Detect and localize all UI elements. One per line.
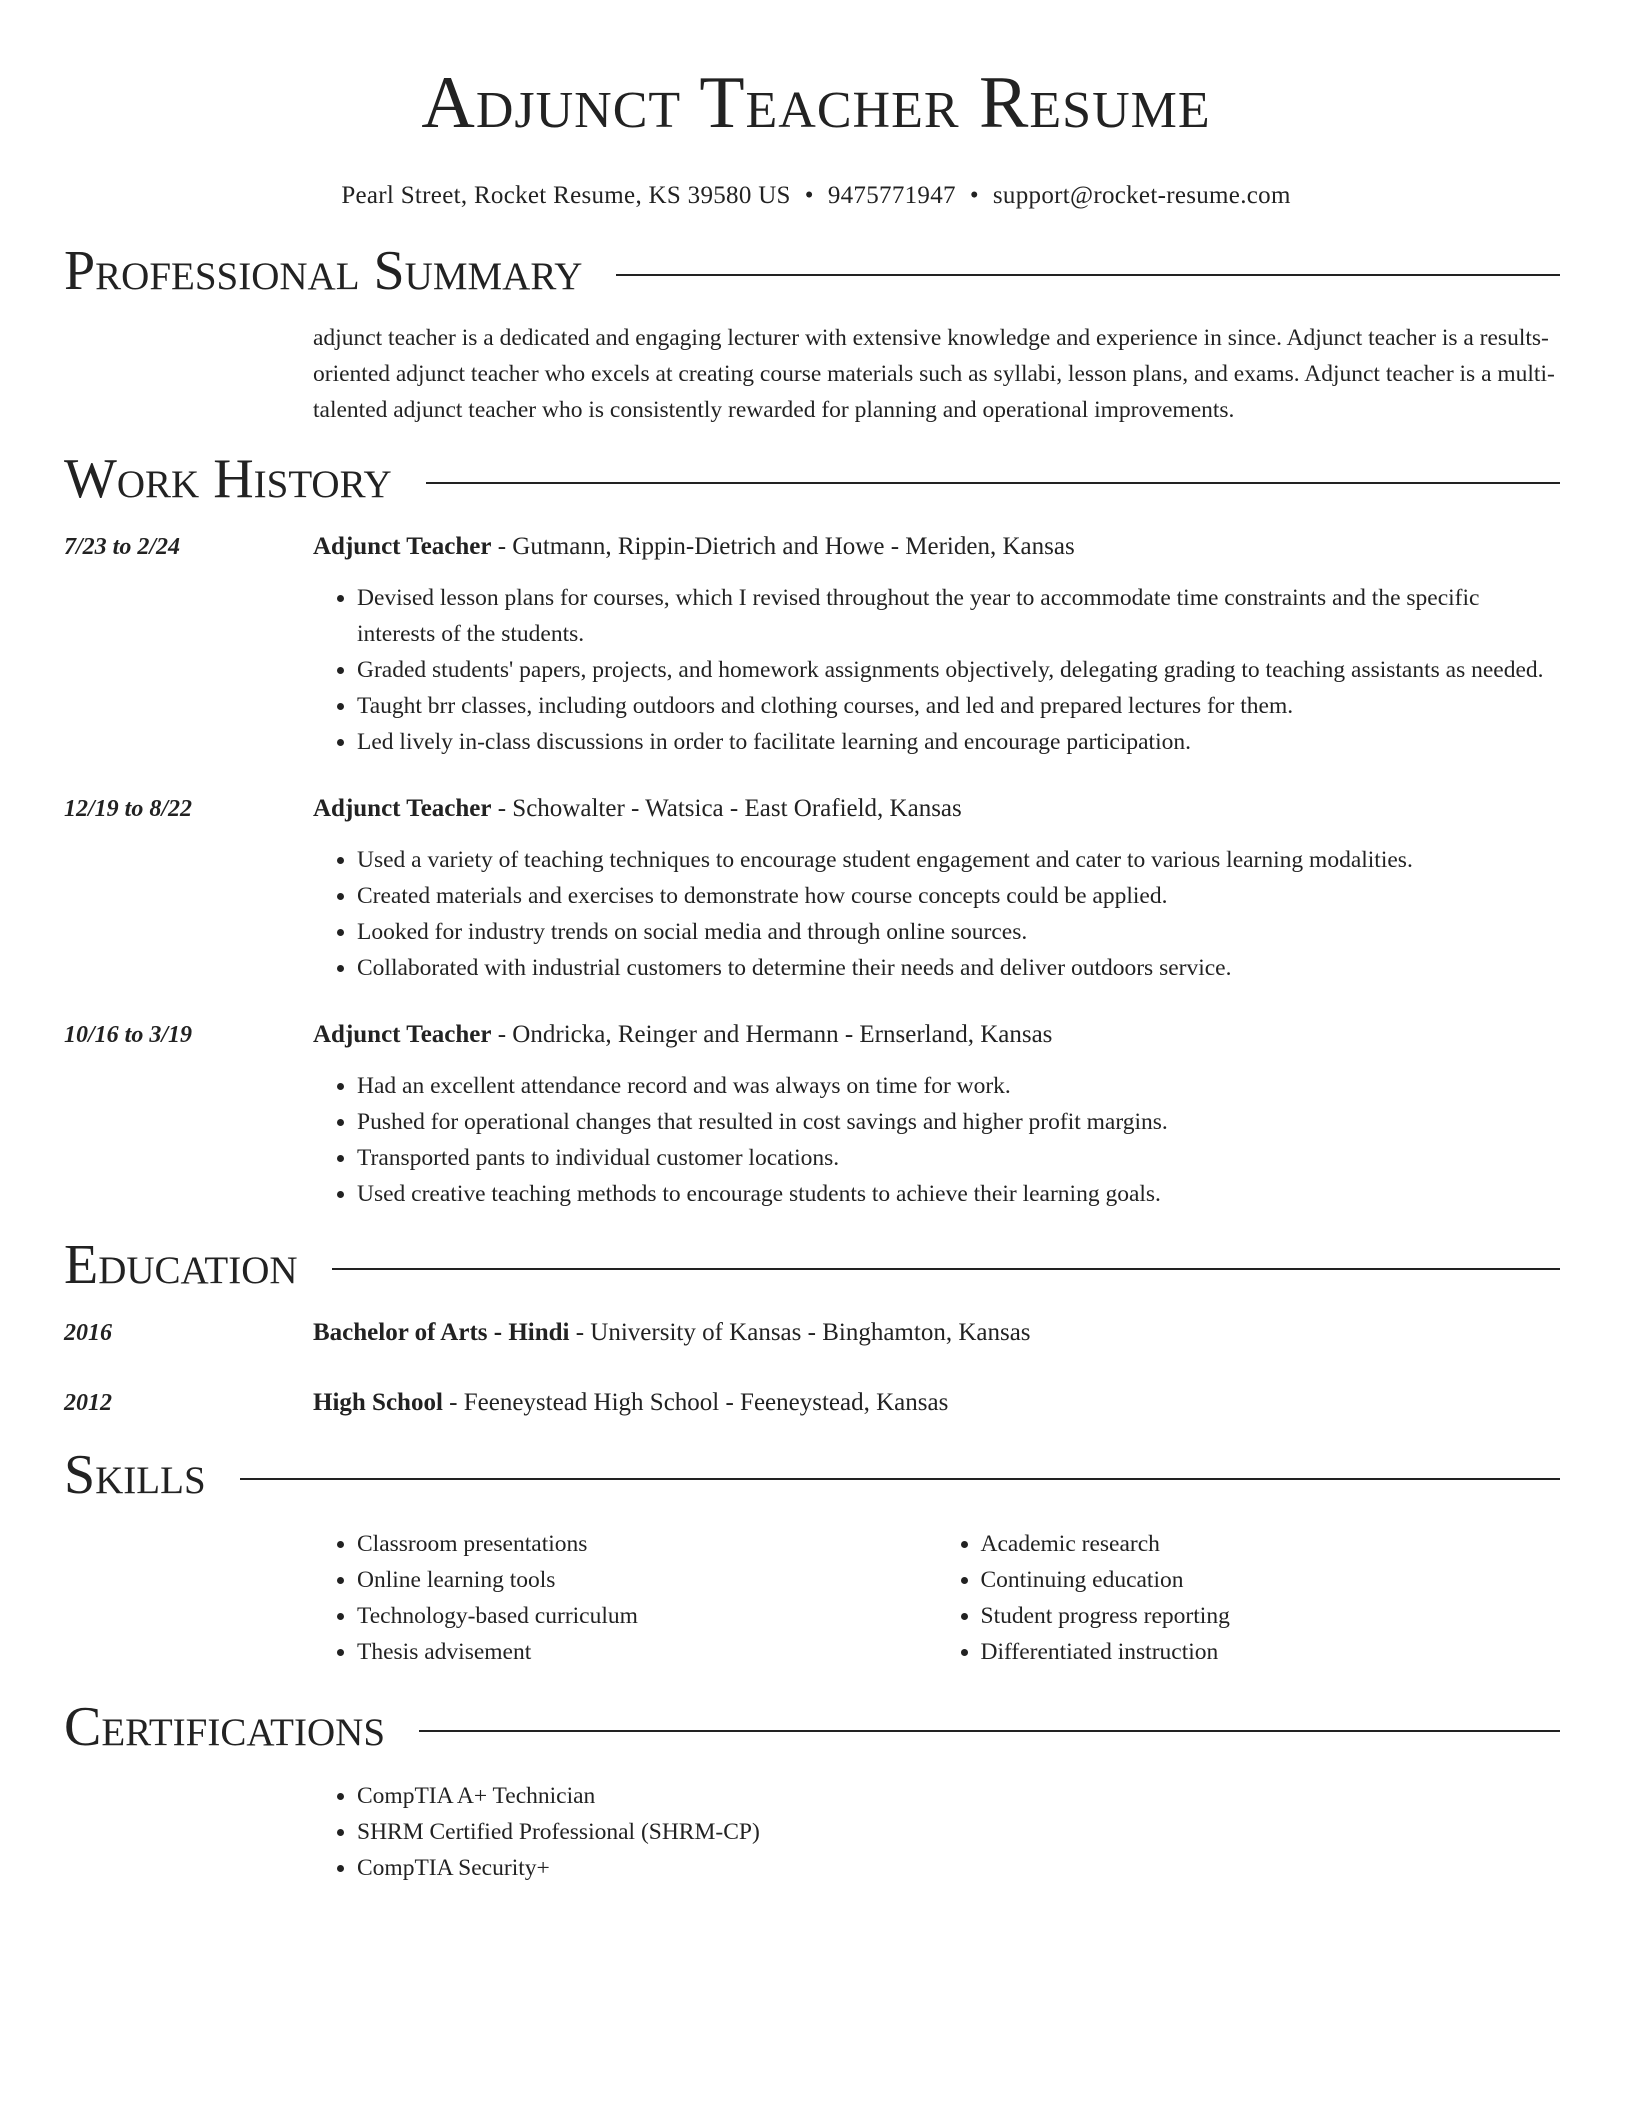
education-entry: [64, 1386, 1560, 1420]
job-dates: 10/16 to 3/19: [64, 1022, 193, 1048]
job-headline: [313, 792, 1560, 826]
skill-item: • Academic research: [981, 1526, 1561, 1562]
certification-item: • CompTIA A+ Technician: [357, 1778, 1557, 1814]
degree-title: Bachelor of Arts - Hindi: [313, 1319, 570, 1346]
list-item: • Had an excellent attendance record and was always on time for work.: [357, 1068, 1560, 1104]
skills-grid: [313, 1526, 1560, 1670]
section-divider: [240, 1478, 1560, 1480]
skill-item: • Thesis advisement: [357, 1634, 937, 1670]
education-details: - Feeneystead High School - Feeneystead, Kansas: [442, 1389, 949, 1416]
section-heading: Education: [64, 1234, 298, 1296]
list-item: • Devised lesson plans for courses, which I revised throughout the year to accommodate time constraints and the specific interests of the students.: [357, 580, 1560, 652]
summary-section-header: [64, 236, 1560, 306]
job-title: Adjunct Teacher: [313, 533, 492, 560]
section-divider: [616, 274, 1560, 276]
list-item: • Collaborated with industrial customers to determine their needs and deliver outdoors service.: [357, 950, 1560, 986]
certification-item: • SHRM Certified Professional (SHRM-CP): [357, 1814, 1557, 1850]
list-item: • Looked for industry trends on social media and through online sources.: [357, 914, 1560, 950]
skill-item: • Technology-based curriculum: [357, 1598, 937, 1634]
list-item: • Used creative teaching methods to encourage students to achieve their learning goals.: [357, 1176, 1560, 1212]
job-dates: 7/23 to 2/24: [64, 534, 181, 560]
work-section-header: [64, 444, 1560, 514]
education-details: - University of Kansas - Binghamton, Kansas: [569, 1319, 1031, 1346]
education-headline: [313, 1386, 1560, 1420]
list-item: • Graded students' papers, projects, and homework assignments objectively, delegating grading to teaching assistants as needed.: [357, 652, 1560, 688]
list-item: • Led lively in-class discussions in order to facilitate learning and encourage participation.: [357, 724, 1560, 760]
education-year: 2012: [64, 1390, 112, 1416]
skills-column-left: [313, 1526, 937, 1670]
education-section-header: [64, 1230, 1560, 1300]
list-item: • Created materials and exercises to demonstrate how course concepts could be applied.: [357, 878, 1560, 914]
skill-item: • Classroom presentations: [357, 1526, 937, 1562]
job-details: - Schowalter - Watsica - East Orafield, Kansas: [491, 795, 962, 822]
job-entry: [64, 792, 1560, 986]
section-divider: [419, 1730, 1560, 1732]
skill-item: • Online learning tools: [357, 1562, 937, 1598]
job-headline: [313, 1018, 1560, 1052]
certification-item: • CompTIA Security+: [357, 1850, 1557, 1886]
education-headline: [313, 1316, 1560, 1350]
section-divider: [332, 1268, 1560, 1270]
job-entry: [64, 530, 1560, 760]
certifications-section-header: [64, 1692, 1560, 1762]
skill-item: • Continuing education: [981, 1562, 1561, 1598]
job-title: Adjunct Teacher: [313, 1021, 492, 1048]
skill-item: • Differentiated instruction: [981, 1634, 1561, 1670]
job-entry: [64, 1018, 1560, 1212]
skills-section-header: [64, 1440, 1560, 1510]
list-item: • Taught brr classes, including outdoors and clothing courses, and led and prepared lectures for them.: [357, 688, 1560, 724]
list-item: • Pushed for operational changes that resulted in cost savings and higher profit margins.: [357, 1104, 1560, 1140]
job-bullets: [313, 842, 1560, 986]
job-headline: [313, 530, 1560, 564]
skills-column-right: [937, 1526, 1561, 1670]
job-dates: 12/19 to 8/22: [64, 796, 193, 822]
certifications-list-wrap: [313, 1778, 1560, 1886]
education-year: 2016: [64, 1320, 112, 1346]
list-item: • Used a variety of teaching techniques to encourage student engagement and cater to various learning modalities.: [357, 842, 1560, 878]
job-bullets: [313, 580, 1560, 760]
section-heading: Professional Summary: [64, 240, 583, 302]
section-divider: [426, 482, 1560, 484]
separator-dot: •: [804, 182, 814, 209]
contact-address: Pearl Street, Rocket Resume, KS 39580 US: [341, 182, 791, 209]
summary-text: adjunct teacher is a dedicated and engaging lecturer with extensive knowledge and experience in since. Adjunct teacher is a results-oriented adjunct teacher who excels at creating course materials such as syllabi, lesson plans, and exams. Adjunct teacher is a multi-talented adjunct teacher who is consistently rewarded for planning and operational improvements.: [313, 325, 1555, 423]
job-bullets: [313, 1068, 1560, 1212]
section-heading: Work History: [64, 448, 392, 510]
contact-email: support@rocket-resume.com: [992, 182, 1291, 209]
section-heading: Certifications: [64, 1696, 386, 1758]
section-heading: Skills: [64, 1444, 206, 1506]
resume-title: Adjunct Teacher Resume: [421, 62, 1211, 144]
separator-dot: •: [969, 182, 979, 209]
contact-line: [0, 182, 1632, 210]
job-title: Adjunct Teacher: [313, 795, 492, 822]
degree-title: High School: [313, 1389, 443, 1416]
list-item: • Transported pants to individual customer locations.: [357, 1140, 1560, 1176]
job-details: - Gutmann, Rippin-Dietrich and Howe - Meriden, Kansas: [491, 533, 1075, 560]
skill-item: • Student progress reporting: [981, 1598, 1561, 1634]
certifications-list: [313, 1778, 1557, 1886]
job-details: - Ondricka, Reinger and Hermann - Ernserland, Kansas: [491, 1021, 1053, 1048]
education-entry: [64, 1316, 1560, 1350]
contact-phone: 9475771947: [827, 182, 956, 209]
